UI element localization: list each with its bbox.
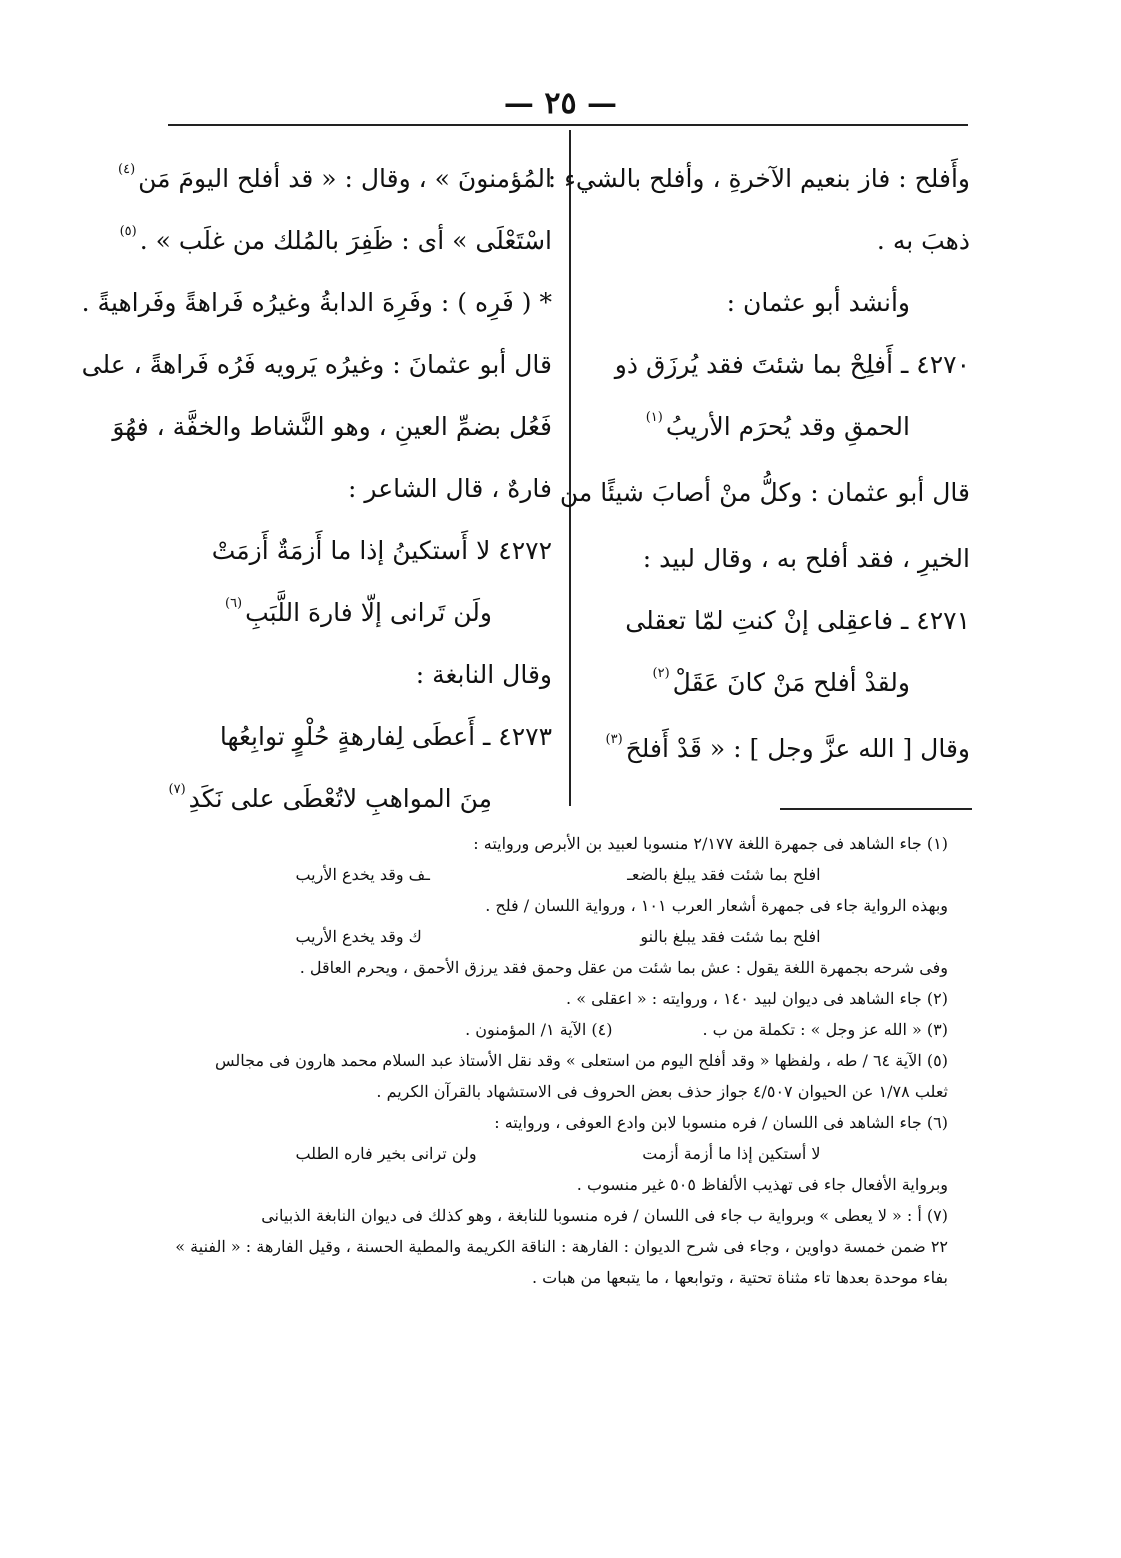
footnote-line: (٧) أ : « لا يعطى » وبرواية ب جاء فى اللسان / فره منسوبا للنابغة ، وهو كذلك فى ديوان النابغة الذبيانى xyxy=(261,1206,948,1225)
footnote-marker: (٥) xyxy=(119,224,137,239)
footnote-marker: (٧) xyxy=(168,782,186,797)
text-line: فَعُل بضمِّ العينِ ، وهو النَّشاط والخفَّة ، فهُوَ xyxy=(112,412,552,441)
verse-line: ٤٢٧١ ـ فاعقِلى إنْ كنتِ لمّا تعقلى xyxy=(625,606,970,635)
footnote-line: وفى شرحه بجمهرة اللغة يقول : عش بما شئت من عقل وحمق فقد يرزق الأحمق ، ويحرم العاقل . xyxy=(299,958,948,977)
verse-hemistich: افلح بما شئت فقد يبلغ بالنو xyxy=(640,927,821,946)
verse-hemistich: ك وقد يخدع الأريب xyxy=(295,927,422,946)
verse-line: ٤٢٧٠ ـ أَفلِحْ بما شئتَ فقد يُرزَق ذو xyxy=(614,350,970,379)
verse-line: ٤٢٧٣ ـ أَعطَى لِفارهةٍ حُلْوٍ توابِعُها xyxy=(219,722,552,751)
text-line: وقال [ الله عزَّ وجل ] : « قَدْ أَفلحَ$^{(٣)}$ xyxy=(605,732,970,763)
footnote-item: (٤) الآية ١/ المؤمنون . xyxy=(465,1020,613,1039)
verse-hemistich: ولن ترانى بخير فاره الطلب xyxy=(295,1144,477,1163)
text-line: وأَفلح : فاز بنعيم الآخرةِ ، وأفلح بالشيء : xyxy=(547,164,970,193)
footnote-marker: (٦) xyxy=(224,596,243,611)
top-rule xyxy=(168,124,968,126)
text-line: قال أبو عثمانَ : وغيرُه يَرويه فَرُه فَراهةً ، على xyxy=(81,350,552,379)
footnote-verse xyxy=(168,1138,948,1169)
right-column xyxy=(547,148,970,784)
verse-line: مِنَ المواهبِ لاتُعْطَى على نَكَدِ$^{(٧)}$ xyxy=(168,782,492,813)
text-line: ذهبَ به . xyxy=(876,226,970,255)
footnote-line: ٢٢ ضمن خمسة دواوين ، وجاء فى شرح الديوان : الفارهة : الناقة الكريمة والمطية الحسنة ، وقيل الفارهة : « الفنية » xyxy=(175,1237,948,1256)
footnotes xyxy=(168,828,948,1293)
footnote-verse xyxy=(168,859,948,890)
left-column xyxy=(81,148,552,830)
footnote-line: (٥) الآية ٦٤ / طه ، ولفظها « وقد أفلح اليوم من استعلى » وقد نقل الأستاذ عبد السلام محمد هارون فى مجالس xyxy=(214,1051,948,1070)
text-line: المُؤمنونَ » ، وقال : « قد أفلح اليومَ مَن$^{(٤)}$ xyxy=(118,162,552,193)
text-line: * ( فَرِه ) : وفَرِهَ الدابةُ وغيرُه فَراهةً وفَراهيةً . xyxy=(81,288,552,317)
verse-line: ولقدْ أفلح مَنْ كانَ عَقَلْ$^{(٢)}$ xyxy=(652,666,910,697)
verse-line: ٤٢٧٢ لا أَستكينُ إذا ما أَزمَةٌ أَزمَتْ xyxy=(211,536,552,565)
footnote-rule xyxy=(780,808,972,810)
text-line: وقال النابغة : xyxy=(415,660,552,689)
footnote-line: ثعلب ١/٧٨ عن الحيوان ٤/٥٠٧ جواز حذف بعض الحروف فى الاستشهاد بالقرآن الكريم . xyxy=(376,1082,948,1101)
footnote-marker: (٣) xyxy=(605,732,623,747)
text-line: وأنشد أبو عثمان : xyxy=(726,288,910,317)
footnote-item: (٣) « الله عز وجل » : تكملة من ب . xyxy=(702,1020,948,1039)
footnote-line: (٦) جاء الشاهد فى اللسان / فره منسوبا لابن وادع العوفى ، وروايته : xyxy=(494,1113,948,1132)
footnote-line: (٢) جاء الشاهد فى ديوان لبيد ١٤٠ ، وروايته : « اعقلى » . xyxy=(566,989,948,1008)
footnote-marker: (٤) xyxy=(118,162,136,177)
footnote-line: (١) جاء الشاهد فى جمهرة اللغة ٢/١٧٧ منسوبا لعبيد بن الأبرص وروايته : xyxy=(473,834,948,853)
footnote-line: وبهذه الرواية جاء فى جمهرة أشعار العرب ١٠١ ، ورواية اللسان / فلح . xyxy=(485,896,948,915)
text-line: فارهٌ ، قال الشاعر : xyxy=(348,474,552,503)
footnote-line: وبرواية الأفعال جاء فى تهذيب الألفاظ ٥٠٥ غير منسوب . xyxy=(576,1175,948,1194)
verse-line: الحمقِ وقد يُحرَم الأريبُ$^{(١)}$ xyxy=(645,410,910,441)
text-line: قال أبو عثمان : وكلُّ منْ أصابَ شيئًا من xyxy=(559,478,970,507)
text-line: الخيرِ ، فقد أفلح به ، وقال لبيد : xyxy=(642,544,970,573)
footnote-marker: (١) xyxy=(645,410,663,425)
footnote-verse xyxy=(168,921,948,952)
verse-line: ولَن تَرانى إلّا فارهَ اللَّبَبِ$^{(٦)}$ xyxy=(224,596,492,627)
footnote-line xyxy=(168,1014,948,1045)
verse-hemistich: ـف وقد يخدع الأريب xyxy=(295,865,430,884)
verse-hemistich: افلح بما شئت فقد يبلغ بالضعـ xyxy=(627,865,821,884)
text-line: اسْتَعْلَى » أى : ظَفِرَ بالمُلك من غلَب » .$^{(٥)}$ xyxy=(119,224,552,255)
verse-hemistich: لا أستكين إذا ما أزمة أزمت xyxy=(642,1144,821,1163)
footnote-marker: (٢) xyxy=(652,666,670,681)
footnote-line: بفاء موحدة بعدها تاء مثناة تحتية ، وتوابعها ، ما يتبعها من هبات . xyxy=(531,1268,948,1287)
page-number: — ٢٥ — xyxy=(503,86,618,121)
